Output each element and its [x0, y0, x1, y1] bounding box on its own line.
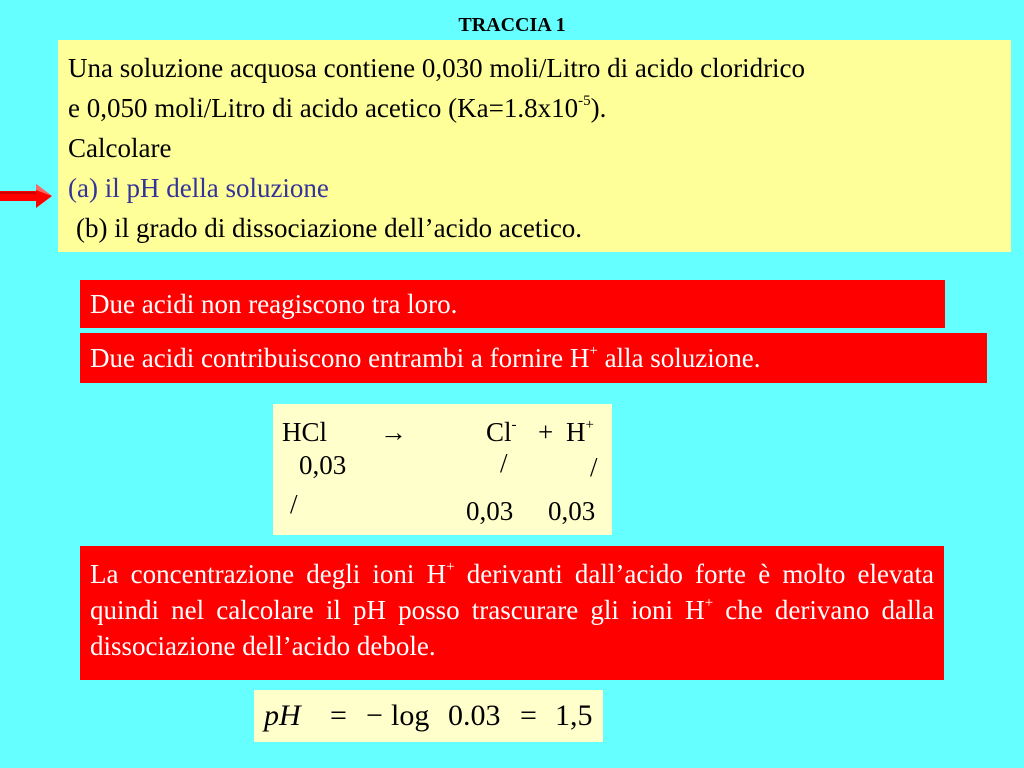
note-no-reaction: Due acidi non reagiscono tra loro. — [80, 280, 945, 328]
h-plus-sup: + — [704, 595, 714, 611]
note-both-contribute — [80, 333, 987, 383]
ph-symbol: pH — [264, 699, 301, 732]
problem-line-2-text: e 0,050 moli/Litro di acido acetico (Ka=1.8x10 — [68, 93, 579, 123]
equals-sign: = — [520, 699, 537, 732]
h-concentration: 0,03 — [548, 496, 596, 526]
question-a: (a) il pH della soluzione — [68, 173, 329, 203]
note-strong-acid — [80, 546, 944, 680]
log-argument: 0.03 — [448, 699, 501, 732]
problem-line-1: Una soluzione acquosa contiene 0,030 moli/Litro di acido cloridrico — [68, 53, 806, 83]
product-cl — [486, 417, 517, 447]
log-function: log — [391, 699, 430, 732]
note-3-text-a: La concentrazione degli ioni H — [90, 559, 447, 589]
problem-line-2 — [68, 88, 1001, 128]
plus-sign: + — [538, 417, 554, 447]
minus-sign: − — [366, 699, 383, 732]
note-2-end: alla soluzione. — [597, 343, 761, 373]
problem-line-2-end: ). — [590, 93, 607, 123]
product-h — [566, 417, 594, 447]
question-b: (b) il grado di dissociazione dell’acido acetico. — [76, 213, 583, 243]
slash-mark: / — [590, 452, 598, 482]
right-arrow-icon — [0, 182, 52, 210]
h-plus-sup: + — [589, 343, 598, 359]
cl-concentration: 0,03 — [466, 496, 514, 526]
product-cl-symbol: Cl — [486, 417, 512, 447]
slash-mark: / — [290, 489, 298, 519]
ph-result: 1,5 — [555, 699, 593, 732]
ph-equation — [254, 690, 603, 742]
slash-mark: / — [500, 448, 508, 478]
equals-sign: = — [330, 699, 347, 732]
note-2-text: Due acidi contribuiscono entrambi a fornire H — [90, 343, 590, 373]
slide-title: TRACCIA 1 — [458, 14, 566, 36]
h-plus-sup: + — [446, 559, 455, 575]
reactant-hcl: HCl — [282, 417, 328, 447]
product-h-symbol: H — [566, 417, 586, 447]
problem-statement — [58, 40, 1011, 252]
calcolare-label: Calcolare — [68, 133, 172, 163]
exponent: -5 — [578, 93, 591, 109]
h-charge: + — [585, 417, 594, 433]
cl-charge: - — [511, 417, 517, 433]
note-3-text-c: che derivano dalla dissociazione dell’acido debole. — [90, 595, 935, 661]
note-3-text-b: derivanti dall’acido forte è molto elevata quindi nel calcolare il pH posso trascurare gli ioni H — [90, 559, 934, 625]
reactant-concentration: 0,03 — [299, 450, 347, 480]
reaction-box — [273, 404, 612, 535]
reaction-arrow-icon: → — [380, 417, 407, 447]
